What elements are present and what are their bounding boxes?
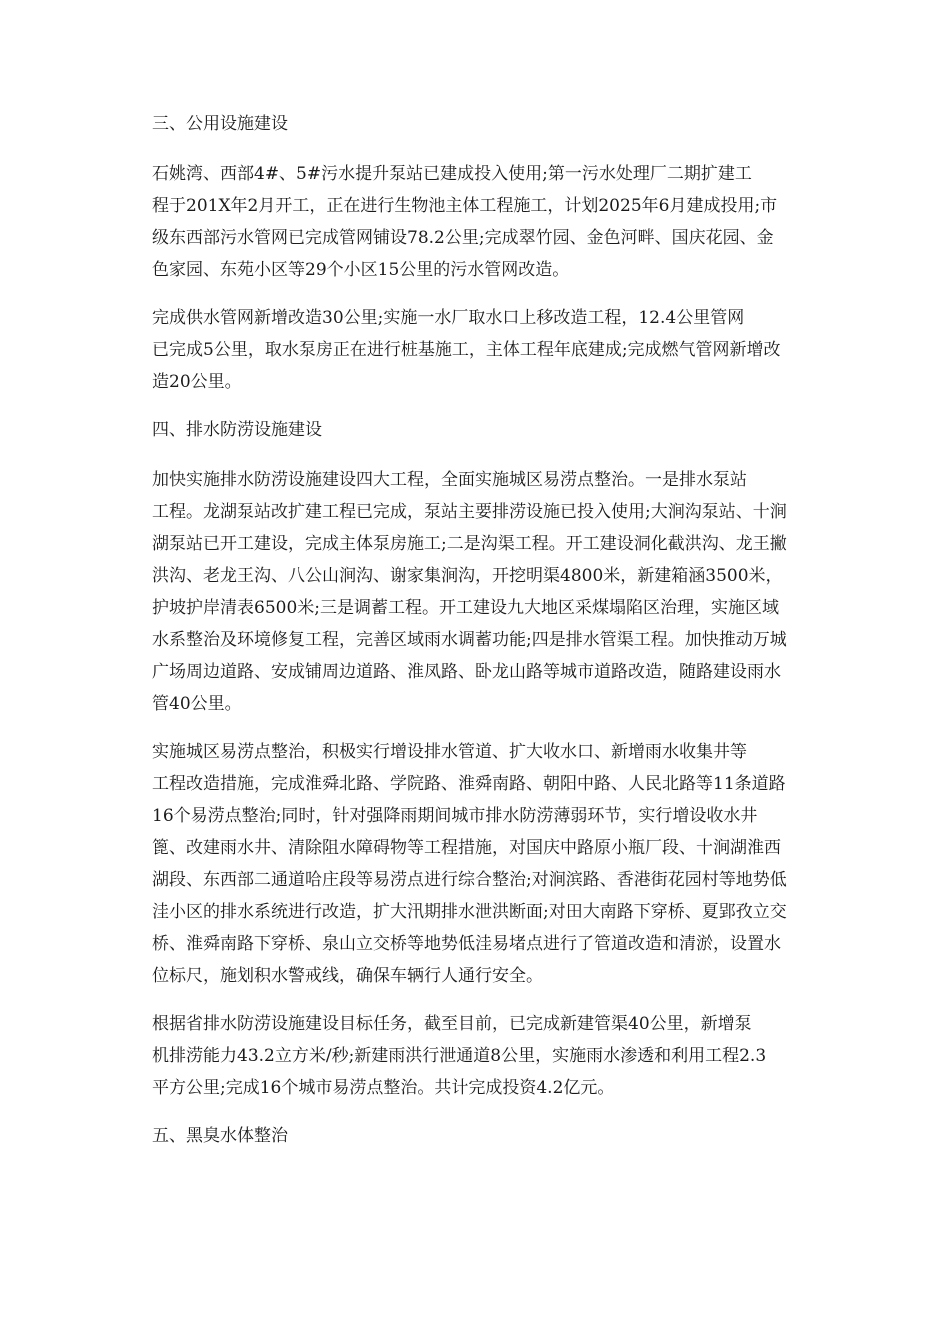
- section-heading-black-odorous-water: [118, 1120, 836, 1152]
- paragraph-targets-summary: [118, 1008, 836, 1104]
- text-line: 护坡护岸清表6500米;三是调蓄工程。开工建设九大地区采煤塌陷区治理，实施区域: [152, 598, 779, 618]
- section-heading-drainage: [118, 414, 836, 446]
- text-line: 加快实施排水防涝设施建设四大工程，全面实施城区易涝点整治。一是排水泵站: [152, 470, 747, 490]
- text-line: 四、排水防涝设施建设: [152, 420, 322, 440]
- text-line: 造20公里。: [152, 372, 242, 392]
- text-line: 工程改造措施，完成淮舜北路、学院路、淮舜南路、朝阳中路、人民北路等11条道路: [152, 774, 786, 794]
- text-line: 平方公里;完成16个城市易涝点整治。共计完成投资4.2亿元。: [152, 1078, 615, 1098]
- section-heading-public-facilities: [118, 108, 836, 140]
- paragraph-drainage-projects: [118, 464, 836, 720]
- text-line: 程于201X年2月开工，正在进行生物池主体工程施工，计划2025年6月建成投用;市: [152, 196, 778, 216]
- text-line: 洼小区的排水系统进行改造，扩大汛期排水泄洪断面;对田大南路下穿桥、夏郢孜立交: [152, 902, 787, 922]
- text-line: 色家园、东苑小区等29个小区15公里的污水管网改造。: [152, 260, 570, 280]
- paragraph-sewage: [118, 158, 836, 286]
- text-line: 16个易涝点整治;同时，针对强降雨期间城市排水防涝薄弱环节，实行增设收水井: [152, 806, 758, 826]
- text-line: 机排涝能力43.2立方米/秒;新建雨洪行泄通道8公里，实施雨水渗透和利用工程2.3: [152, 1046, 767, 1066]
- text-line: 实施城区易涝点整治，积极实行增设排水管道、扩大收水口、新增雨水收集井等: [152, 742, 747, 762]
- text-line: 湖泵站已开工建设，完成主体泵房施工;二是沟渠工程。开工建设洞化截洪沟、龙王撇: [152, 534, 787, 554]
- text-line: 级东西部污水管网已完成管网铺设78.2公里;完成翠竹园、金色河畔、国庆花园、金: [152, 228, 774, 248]
- text-line: 水系整治及环境修复工程，完善区域雨水调蓄功能;四是排水管渠工程。加快推动万城: [152, 630, 787, 650]
- text-line: 桥、淮舜南路下穿桥、泉山立交桥等地势低洼易堵点进行了管道改造和清淤，设置水: [152, 934, 781, 954]
- paragraph-waterlogging-points: [118, 736, 836, 992]
- paragraph-water-supply: [118, 302, 836, 398]
- text-line: 完成供水管网新增改造30公里;实施一水厂取水口上移改造工程，12.4公里管网: [152, 308, 745, 328]
- text-line: 湖段、东西部二通道哈庄段等易涝点进行综合整治;对涧滨路、香港街花园村等地势低: [152, 870, 787, 890]
- document-body: [118, 108, 836, 1170]
- text-line: 位标尺，施划积水警戒线，确保车辆行人通行安全。: [152, 966, 543, 986]
- text-line: 五、黑臭水体整治: [152, 1126, 288, 1146]
- text-line: 广场周边道路、安成铺周边道路、淮凤路、卧龙山路等城市道路改造，随路建设雨水: [152, 662, 781, 682]
- text-line: 管40公里。: [152, 694, 242, 714]
- text-line: 洪沟、老龙王沟、八公山涧沟、谢家集涧沟，开挖明渠4800米，新建箱涵3500米，: [152, 566, 783, 586]
- text-line: 篦、改建雨水井、清除阻水障碍物等工程措施，对国庆中路原小瓶厂段、十涧湖淮西: [152, 838, 781, 858]
- text-line: 石姚湾、西部4#、5#污水提升泵站已建成投入使用;第一污水处理厂二期扩建工: [152, 164, 752, 184]
- text-line: 根据省排水防涝设施建设目标任务，截至目前，已完成新建管渠40公里，新增泵: [152, 1014, 752, 1034]
- text-line: 已完成5公里，取水泵房正在进行桩基施工，主体工程年底建成;完成燃气管网新增改: [152, 340, 781, 360]
- text-line: 工程。龙湖泵站改扩建工程已完成，泵站主要排涝设施已投入使用;大涧沟泵站、十涧: [152, 502, 787, 522]
- text-line: 三、公用设施建设: [152, 114, 288, 134]
